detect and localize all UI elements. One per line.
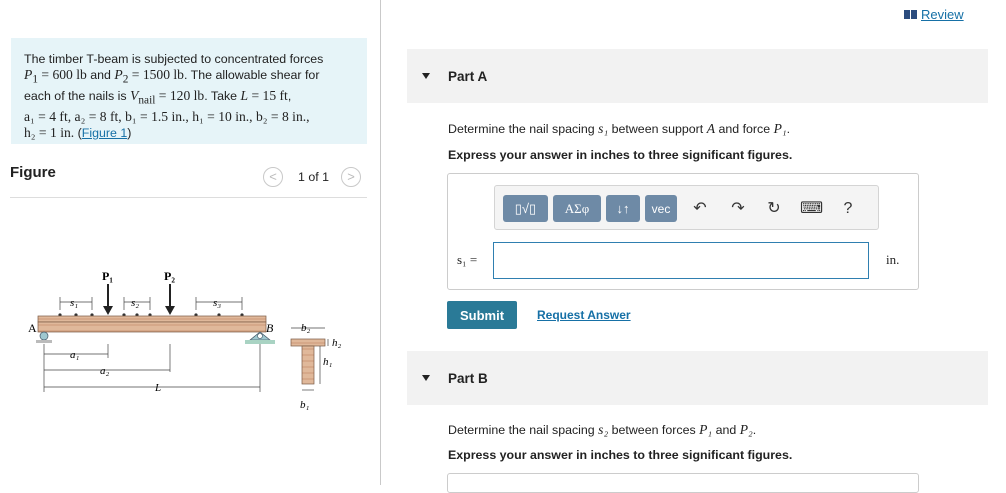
- greek-button[interactable]: ΑΣφ: [553, 195, 601, 222]
- text: ): [127, 126, 132, 141]
- problem-line-4: a₁ = 4 ft, a₂ = 8 ft, b₁ = 1.5 in., h₁ = 10 in., b₂ = 8 in.,: [24, 109, 310, 125]
- part-a-title: Part A: [448, 68, 488, 84]
- beam-flange: [38, 316, 266, 322]
- label-s1: s₁: [70, 297, 79, 309]
- part-a-header[interactable]: [407, 49, 988, 103]
- answer-variable-label: s₁ =: [457, 252, 478, 267]
- keyboard-icon[interactable]: ⌨: [800, 200, 824, 217]
- label-b1: b₁: [300, 399, 310, 411]
- var-V: V: [130, 88, 139, 104]
- var-P1: P₁: [699, 422, 713, 437]
- sub: 1: [32, 73, 38, 86]
- var-L: L: [240, 88, 249, 104]
- figure-count: 1 of 1: [298, 170, 330, 184]
- label-p2: P₂: [164, 269, 175, 283]
- text: Determine the nail spacing: [448, 122, 599, 136]
- problem-line-2: [24, 67, 367, 88]
- t-beam-figure: [10, 262, 360, 422]
- label-b2: b₂: [301, 322, 311, 334]
- part-b-instruction: Express your answer in inches to three significant figures.: [448, 448, 793, 462]
- var-P1: P₁: [773, 121, 787, 136]
- text: and: [86, 68, 115, 83]
- text: Determine the nail spacing: [448, 423, 599, 437]
- reset-icon[interactable]: ↻: [767, 200, 781, 217]
- sub: nail: [138, 94, 156, 107]
- left-panel: [0, 0, 380, 485]
- answer-input[interactable]: [493, 242, 869, 279]
- templates-button[interactable]: ▯√▯: [503, 195, 548, 222]
- text: ,: [287, 89, 292, 104]
- problem-text: The timber T-beam is subjected to concentrated forces: [24, 52, 324, 66]
- review-label: Review: [921, 7, 964, 22]
- figure-link[interactable]: Figure 1: [81, 126, 128, 141]
- answer-unit: in.: [886, 252, 900, 267]
- figure-title: Figure: [10, 164, 56, 181]
- arrowhead-p1: [103, 306, 113, 315]
- var-P2: P₂: [739, 422, 753, 437]
- var-s2: s₂: [598, 422, 609, 437]
- prev-figure-button[interactable]: <: [263, 167, 283, 187]
- label-s2: s₂: [131, 297, 140, 309]
- text: between forces: [608, 423, 700, 437]
- submit-button[interactable]: Submit: [447, 301, 517, 329]
- book-icon: [904, 10, 917, 19]
- var-A: A: [706, 121, 716, 136]
- next-figure-button[interactable]: >: [341, 167, 361, 187]
- value-vnail: = 120 lb: [155, 88, 205, 104]
- label-l: L: [155, 382, 162, 394]
- var-P: P: [114, 67, 123, 83]
- label-a1: a₁: [70, 349, 80, 361]
- part-a-instruction: Express your answer in inches to three significant figures.: [448, 148, 793, 162]
- var-P: P: [24, 67, 33, 83]
- value-p2: = 1500 lb: [128, 67, 184, 83]
- label-p1: P₁: [102, 269, 113, 283]
- text: . Take: [204, 89, 241, 104]
- subscript-button[interactable]: ↓↑: [606, 195, 640, 222]
- text: between support: [608, 122, 707, 136]
- value-p1: = 600 lb: [37, 67, 87, 83]
- support-a: [36, 332, 52, 343]
- vector-button[interactable]: vec: [645, 195, 677, 222]
- value-l: = 15 ft: [248, 88, 288, 104]
- text: .: [752, 423, 757, 437]
- undo-icon[interactable]: ↶: [693, 200, 707, 217]
- text: and force: [715, 122, 774, 136]
- beam-web: [38, 322, 266, 332]
- problem-line-3: [24, 88, 367, 109]
- request-answer-link[interactable]: Request Answer: [537, 308, 631, 322]
- label-h1: h₁: [323, 356, 333, 368]
- part-b-question: [448, 422, 756, 438]
- panel-divider: [380, 0, 381, 485]
- figure-pager: [263, 167, 361, 187]
- label-a: A: [28, 321, 37, 335]
- part-b-header[interactable]: [407, 351, 988, 405]
- label-a2: a₂: [100, 365, 110, 377]
- review-link[interactable]: [904, 7, 964, 22]
- text: and: [712, 423, 740, 437]
- problem-line-1: [24, 51, 367, 67]
- value-h2: h₂ = 1 in.: [24, 125, 75, 141]
- label-s3: s₃: [213, 297, 222, 309]
- problem-line-5: [24, 125, 367, 141]
- text: .: [786, 122, 791, 136]
- redo-icon[interactable]: ↷: [731, 200, 745, 217]
- text: each of the nails is: [24, 89, 131, 104]
- text: . The allowable shear for: [183, 68, 320, 83]
- part-b-title: Part B: [448, 370, 488, 386]
- answer-container-part-b: [447, 473, 919, 493]
- collapse-triangle-icon: [422, 73, 430, 79]
- text: (: [74, 126, 82, 141]
- help-icon[interactable]: ?: [843, 200, 853, 217]
- part-a-question: [448, 121, 790, 137]
- var-s1: s₁: [598, 121, 609, 136]
- problem-statement: [11, 38, 367, 144]
- arrowhead-p2: [165, 306, 175, 315]
- divider: [10, 197, 367, 198]
- sub: 2: [122, 73, 129, 86]
- label-h2: h₂: [332, 337, 342, 349]
- label-b: B: [266, 321, 274, 335]
- collapse-triangle-icon: [422, 375, 430, 381]
